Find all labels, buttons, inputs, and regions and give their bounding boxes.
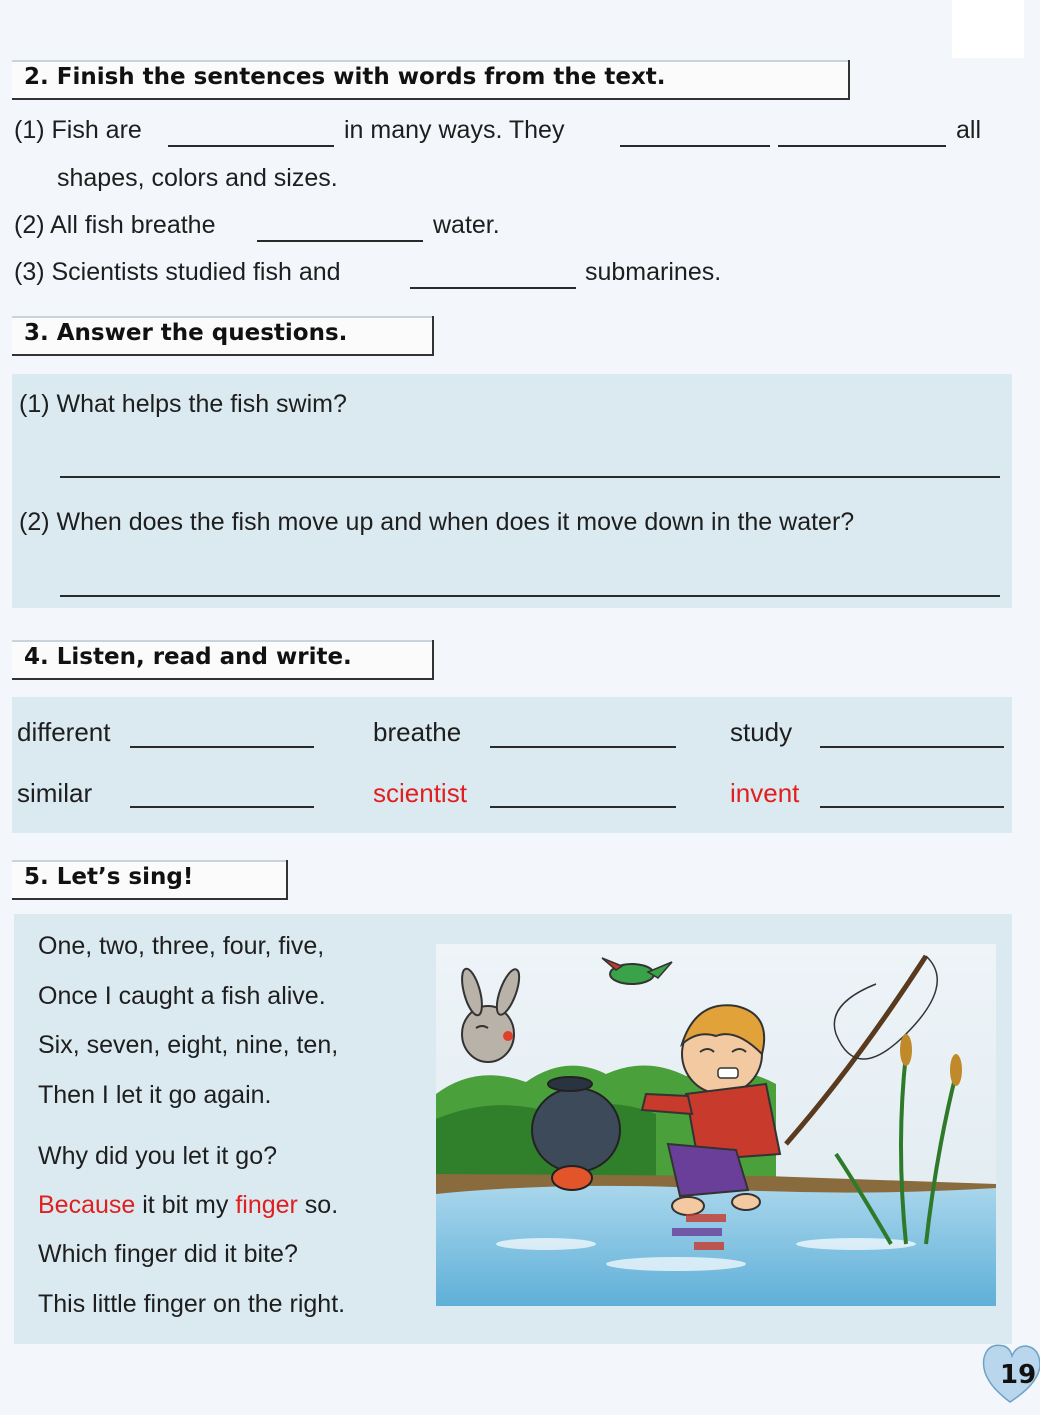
song-line-6 [38, 1191, 338, 1220]
word-breathe: breathe [373, 717, 462, 747]
section-2-heading-box [12, 60, 850, 100]
blank-3[interactable] [778, 145, 946, 147]
section-3-heading: 3. Answer the questions. [24, 320, 348, 346]
section-3-heading-box [12, 316, 434, 356]
blank-study[interactable] [820, 746, 1004, 748]
blank-similar[interactable] [130, 806, 314, 808]
section-4-heading: 4. Listen, read and write. [24, 644, 352, 670]
word-different: different [17, 717, 111, 747]
blank-breathe[interactable] [490, 746, 676, 748]
s1-part1: (1) Fish are [14, 116, 142, 144]
word-because: Because [38, 1191, 136, 1219]
blank-4[interactable] [257, 240, 423, 242]
word-study: study [730, 717, 793, 747]
s3-part1: (3) Scientists studied fish and [14, 258, 341, 286]
blank-5[interactable] [410, 287, 576, 289]
song-line-7: Which finger did it bite? [38, 1240, 298, 1268]
s3-part2: submarines. [585, 258, 722, 286]
s2-part1: (2) All fish breathe [14, 211, 216, 239]
song-line-8: This little finger on the right. [38, 1290, 346, 1318]
corner-white [952, 0, 1024, 58]
word-scientist: scientist [373, 778, 467, 808]
blank-different[interactable] [130, 746, 314, 748]
word-similar: similar [17, 778, 93, 808]
blank-2[interactable] [620, 145, 770, 147]
s1-part4: shapes, colors and sizes. [57, 164, 338, 192]
blank-scientist[interactable] [490, 806, 676, 808]
fishing-boy-illustration [436, 944, 996, 1306]
section-5-heading: 5. Let’s sing! [24, 864, 194, 890]
song-line-6-end: so. [297, 1191, 339, 1219]
section-4-heading-box [12, 640, 434, 680]
song-line-3: Six, seven, eight, nine, ten, [38, 1031, 339, 1059]
s1-part3: all [956, 116, 982, 144]
s1-part2: in many ways. They [344, 116, 565, 144]
song-line-4: Then I let it go again. [38, 1081, 272, 1109]
song-line-1: One, two, three, four, five, [38, 932, 325, 960]
blank-invent[interactable] [820, 806, 1004, 808]
section-2-heading: 2. Finish the sentences with words from the text. [24, 64, 666, 90]
word-finger: finger [235, 1191, 298, 1219]
word-invent: invent [730, 778, 800, 808]
answer-line-1[interactable] [60, 476, 1000, 478]
song-line-2: Once I caught a fish alive. [38, 982, 326, 1010]
section-5-heading-box [12, 860, 288, 900]
s2-part2: water. [433, 211, 500, 239]
blank-1[interactable] [168, 145, 334, 147]
vocab-panel [12, 697, 1012, 833]
answer-line-2[interactable] [60, 595, 1000, 597]
song-line-6-mid: it bit my [135, 1191, 236, 1219]
question-1: (1) What helps the fish swim? [19, 390, 347, 418]
question-2: (2) When does the fish move up and when does it move down in the water? [19, 508, 855, 536]
page-number: 19 [1000, 1360, 1037, 1390]
song-line-5: Why did you let it go? [38, 1142, 278, 1170]
